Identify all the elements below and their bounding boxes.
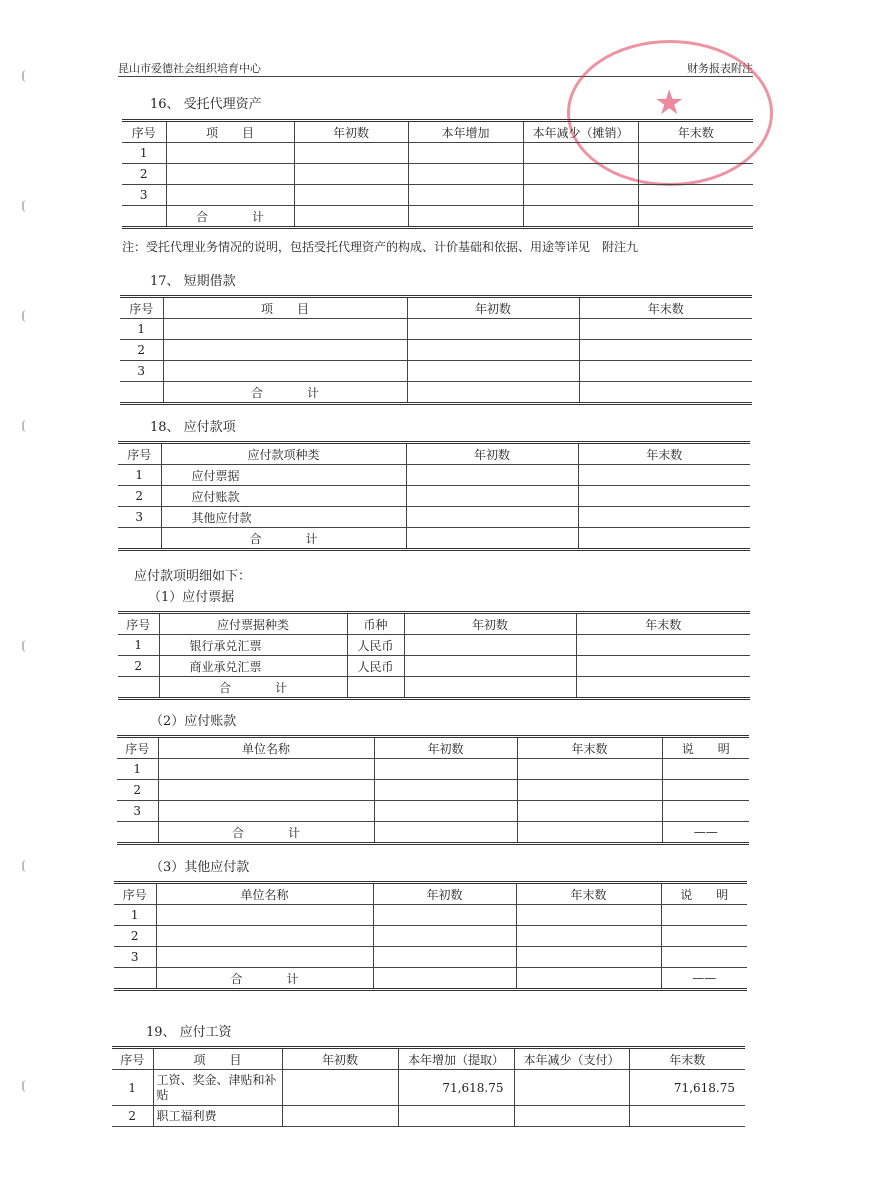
- table-row: [114, 905, 747, 926]
- col-header: 年初数: [374, 737, 517, 759]
- col-header: 本年增加（提取）: [398, 1048, 514, 1070]
- table-row: [117, 801, 749, 822]
- table-row: [114, 926, 747, 947]
- row-number: 2: [117, 780, 158, 801]
- row-number: 1: [118, 635, 159, 656]
- star-icon: ★: [654, 83, 685, 123]
- row-number: 1: [118, 465, 161, 486]
- table-18: [118, 441, 750, 551]
- col-header: 单位名称: [156, 883, 373, 905]
- total-label: 合 计: [156, 968, 373, 990]
- org-name: 昆山市爱德社会组织培育中心: [118, 62, 261, 75]
- col-header: 序号: [117, 737, 158, 759]
- col-header: 币种: [347, 613, 404, 635]
- total-row: [118, 677, 750, 699]
- col-header: 项 目: [153, 1048, 282, 1070]
- table-row: [117, 780, 749, 801]
- row-label: 应付账款: [161, 486, 406, 507]
- table-row: [122, 121, 753, 143]
- increase-value: 71,618.75: [398, 1070, 514, 1106]
- row-number: 2: [118, 656, 159, 677]
- col-header: 应付票据种类: [159, 613, 347, 635]
- col-header: 年初数: [373, 883, 516, 905]
- total-row: [120, 382, 752, 404]
- row-number: 2: [118, 486, 161, 507]
- table-row: [118, 465, 750, 486]
- binder-hole: [22, 70, 32, 82]
- table-17: [120, 295, 752, 405]
- row-number: 1: [120, 319, 163, 340]
- dash-mark: ——: [662, 822, 749, 844]
- detail-intro: 应付款项明细如下：: [134, 569, 252, 584]
- row-label: 工资、奖金、津贴和补贴: [153, 1070, 282, 1106]
- currency: 人民币: [347, 656, 404, 677]
- total-label: 合 计: [158, 822, 374, 844]
- table-row: [120, 340, 752, 361]
- total-label: 合 计: [163, 382, 407, 404]
- dash-mark: ——: [661, 968, 747, 990]
- col-header: 年初数: [404, 613, 576, 635]
- row-number: 3: [122, 185, 166, 206]
- table-row: [118, 486, 750, 507]
- total-label: 合 计: [166, 206, 294, 228]
- table-row: [118, 613, 750, 635]
- table-row: [118, 443, 750, 465]
- row-label: 职工福利费: [153, 1106, 282, 1127]
- row-number: 1: [114, 905, 156, 926]
- col-header: 序号: [120, 297, 163, 319]
- table-row: [120, 319, 752, 340]
- col-header: 年初数: [406, 443, 578, 465]
- row-label: 商业承兑汇票: [159, 656, 347, 677]
- col-header: 项 目: [163, 297, 407, 319]
- table-row: [122, 143, 753, 164]
- table-16: [122, 119, 753, 229]
- total-label: 合 计: [161, 528, 406, 550]
- table-row: [112, 1048, 745, 1070]
- col-header: 年初数: [294, 121, 408, 143]
- row-number: 2: [120, 340, 163, 361]
- col-header: 年末数: [517, 737, 662, 759]
- row-number: 3: [117, 801, 158, 822]
- col-header: 单位名称: [158, 737, 374, 759]
- table-18-3: [114, 881, 747, 991]
- col-header: 序号: [122, 121, 166, 143]
- section-17-title: 17、 短期借款: [150, 274, 236, 289]
- row-number: 1: [117, 759, 158, 780]
- binder-hole: [22, 1080, 32, 1092]
- binder-hole: [22, 860, 32, 872]
- col-header: 年末数: [579, 297, 752, 319]
- sub2-title: （2）应付账款: [150, 714, 237, 729]
- row-number: 2: [112, 1106, 153, 1127]
- binder-hole: [22, 310, 32, 322]
- table-row: [114, 947, 747, 968]
- col-header: 项 目: [166, 121, 294, 143]
- row-number: 3: [120, 361, 163, 382]
- sub1-title: （1）应付票据: [148, 590, 235, 605]
- table-row: [118, 635, 750, 656]
- table-row: [112, 1106, 745, 1127]
- row-number: 2: [122, 164, 166, 185]
- table-row: [117, 737, 749, 759]
- table-row: [122, 164, 753, 185]
- col-header: 年初数: [282, 1048, 398, 1070]
- row-label: 银行承兑汇票: [159, 635, 347, 656]
- table-18-1: [118, 611, 750, 700]
- report-name: 财务报表附注: [687, 62, 753, 75]
- row-number: 1: [112, 1070, 153, 1106]
- total-label: 合 计: [159, 677, 347, 699]
- col-header: 本年增加: [408, 121, 523, 143]
- col-header: 年末数: [516, 883, 661, 905]
- section-19-title: 19、 应付工资: [146, 1025, 232, 1040]
- col-header: 序号: [118, 613, 159, 635]
- table-row: [120, 297, 752, 319]
- table-19: [112, 1046, 745, 1127]
- binder-hole: [22, 200, 32, 212]
- total-row: [114, 968, 747, 990]
- col-header: 应付款项种类: [161, 443, 406, 465]
- binder-hole: [22, 640, 32, 652]
- row-label: 应付票据: [161, 465, 406, 486]
- end-value: 71,618.75: [629, 1070, 745, 1106]
- binder-hole: [22, 420, 32, 432]
- row-number: 1: [122, 143, 166, 164]
- begin-value: [282, 1070, 398, 1106]
- col-header: 年初数: [407, 297, 579, 319]
- table-row: [120, 361, 752, 382]
- total-row: [118, 528, 750, 550]
- decrease-value: [514, 1070, 629, 1106]
- end-value: [629, 1106, 745, 1127]
- row-number: 3: [114, 947, 156, 968]
- col-header: 说 明: [661, 883, 747, 905]
- total-row: [122, 206, 753, 228]
- row-number: 2: [114, 926, 156, 947]
- decrease-value: [514, 1106, 629, 1127]
- col-header: 年末数: [638, 121, 753, 143]
- table-row: [117, 759, 749, 780]
- col-header: 序号: [114, 883, 156, 905]
- col-header: 本年减少（支付）: [514, 1048, 629, 1070]
- section-16-title: 16、 受托代理资产: [150, 97, 262, 112]
- row-label: 其他应付款: [161, 507, 406, 528]
- increase-value: [398, 1106, 514, 1127]
- table-18-2: [117, 735, 749, 845]
- col-header: 说 明: [662, 737, 749, 759]
- col-header: 年末数: [578, 443, 750, 465]
- sub3-title: （3）其他应付款: [150, 860, 250, 875]
- table-row: [114, 883, 747, 905]
- col-header: 序号: [112, 1048, 153, 1070]
- row-number: 3: [118, 507, 161, 528]
- begin-value: [282, 1106, 398, 1127]
- table-row: [118, 507, 750, 528]
- section-18-title: 18、 应付款项: [150, 420, 236, 435]
- col-header: 年末数: [576, 613, 750, 635]
- table-row: [112, 1070, 745, 1106]
- currency: 人民币: [347, 635, 404, 656]
- table-row: [118, 656, 750, 677]
- section-16-note: 注：受托代理业务情况的说明，包括受托代理资产的构成、计价基础和依据、用途等详见 附注九: [122, 240, 639, 254]
- total-row: [117, 822, 749, 844]
- col-header: 序号: [118, 443, 161, 465]
- col-header: 年末数: [629, 1048, 745, 1070]
- table-row: [122, 185, 753, 206]
- col-header: 本年减少（摊销）: [523, 121, 638, 143]
